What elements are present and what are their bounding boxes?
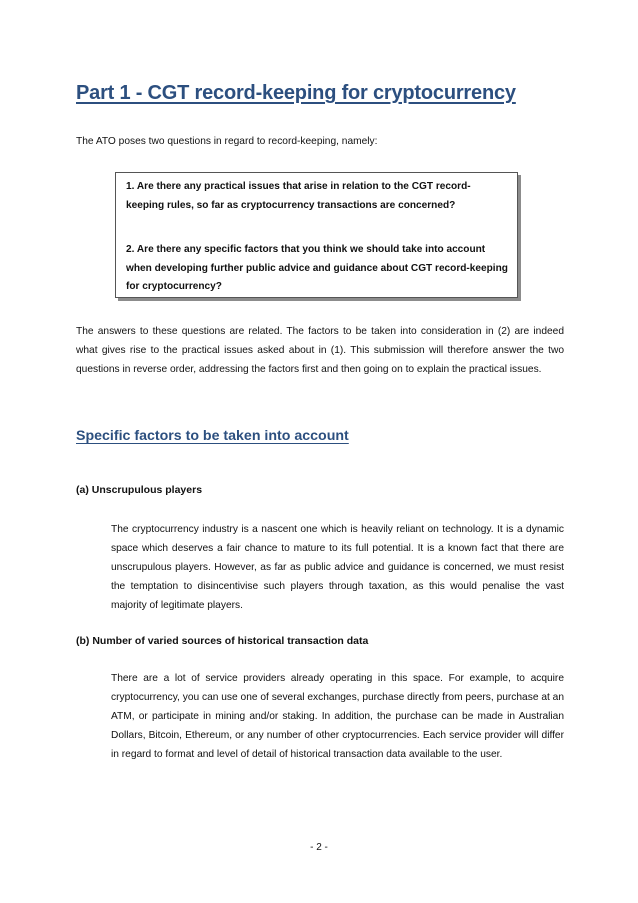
- questions-box: [115, 172, 518, 298]
- subsection-a-text: The cryptocurrency industry is a nascent one which is heavily reliant on technology. It is a dynamic space which deserves a fair chance to mature to its full potential. It is a known fact that there are unscrupulous players. However, as far as public advice and guidance is concerned, we must resist the temptation to disincentivise such players through taxation, as this would penalise the vast majority of legitimate players.: [111, 524, 564, 611]
- intro-text: The ATO poses two questions in regard to record-keeping, namely:: [76, 136, 378, 147]
- page-number: - 2 -: [310, 842, 328, 853]
- subsection-a-heading: (a) Unscrupulous players: [76, 484, 203, 496]
- question-1: 1. Are there any practical issues that arise in relation to the CGT record-keeping rules, so far as cryptocurrency transactions are concerned?: [126, 181, 471, 211]
- section-heading: Specific factors to be taken into account: [76, 428, 349, 444]
- subsection-b-heading: (b) Number of varied sources of historical transaction data: [76, 635, 369, 647]
- part-heading: Part 1 - CGT record-keeping for cryptocurrency: [76, 82, 516, 104]
- answers-paragraph: The answers to these questions are related. The factors to be taken into consideration in (2) are indeed what gives rise to the practical issues asked about in (1). This submission will therefore answer the two questions in reverse order, addressing the factors first and then going on to explain the practical issues.: [76, 326, 564, 375]
- question-2: 2. Are there any specific factors that you think we should take into account when developing further public advice and guidance about CGT record-keeping for cryptocurrency?: [126, 244, 508, 292]
- subsection-b-text: There are a lot of service providers already operating in this space. For example, to acquire cryptocurrency, you can use one of several exchanges, purchase directly from peers, purchase at an ATM, or participate in mining and/or staking. In addition, the purchase can be made in Australian Dollars, Bitcoin, Ethereum, or any number of other cryptocurrencies. Each service provider will differ in regard to format and level of detail of historical transaction data available to the user.: [111, 673, 564, 760]
